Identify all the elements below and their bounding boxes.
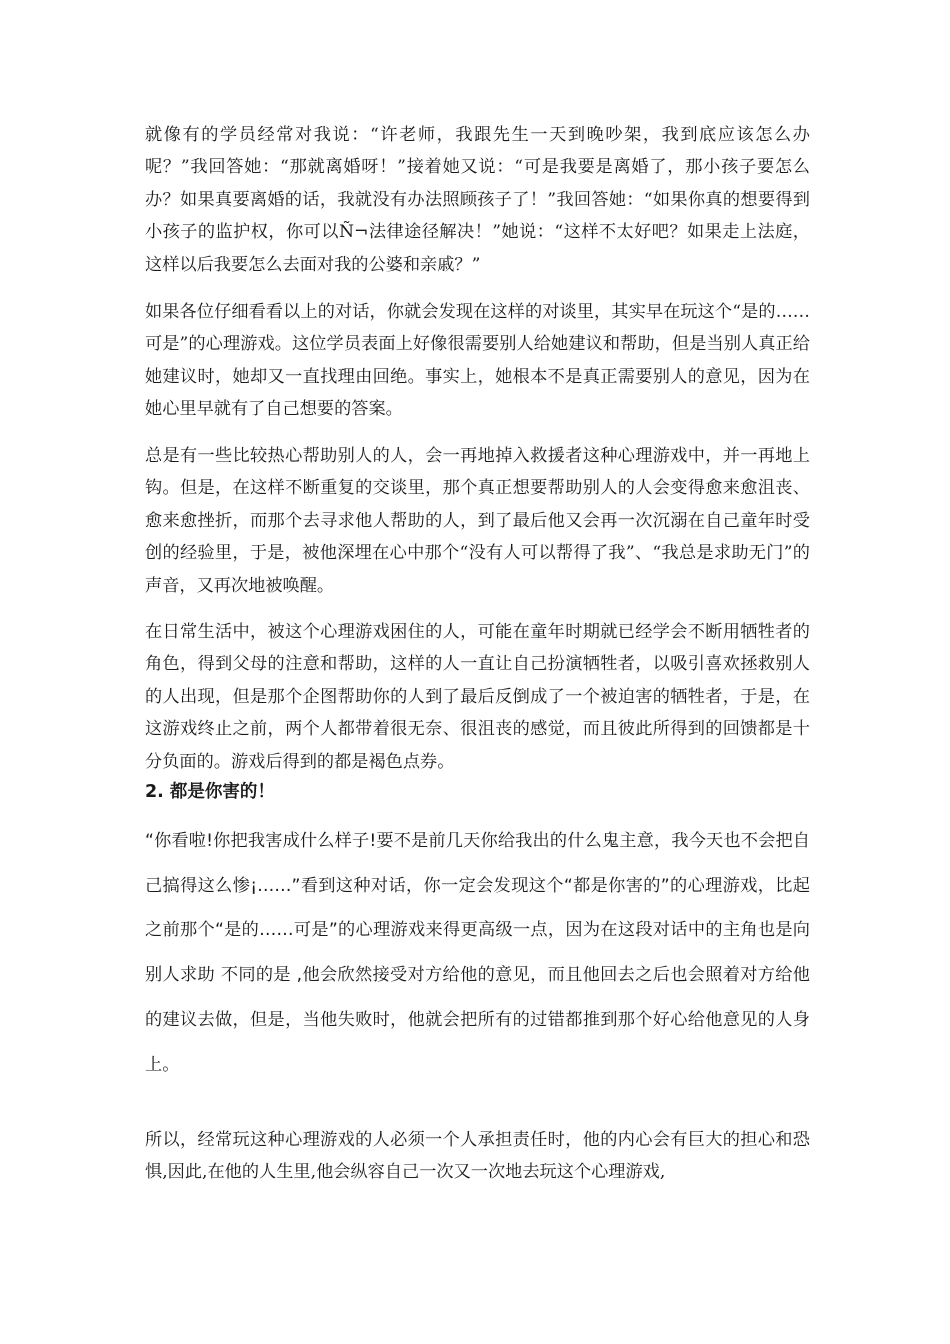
paragraph-your-fault-dialogue: “你看啦!你把我害成什么样子!要不是前几天你给我出的什么鬼主意，我今天也不会把自己搞得这么惨¡……”看到这种对话，你一定会发现这个“都是你害的”的心理游戏，比起之前那个“是的……可是”的心理游戏来得更高级一点，因为在这段对话中的主角也是向别人求助 不同的是 ,他会欣然接受对方给他的意见，而且他回去之后也会照着对方给他的建议去做，但是，当他失败时，他就会把所有的过错都推到那个好心给他意见的人身上。 <box>145 831 810 1075</box>
section-heading: 2. 都是你害的！ <box>145 782 275 802</box>
paragraph-yes-but-analysis: 如果各位仔细看看以上的对话，你就会发现在这样的对谈里，其实早在玩这个“是的……可是”的心理游戏。这位学员表面上好像很需要别人给她建议和帮助，但是当别人真正给她建议时，她却又一直找理由回绝。事实上，她根本不是真正需要别人的意见，因为在她心里早就有了自己想要的答案。 <box>145 302 810 420</box>
paragraph-rescuer: 总是有一些比较热心帮助别人的人，会一再地掉入救援者这种心理游戏中，并一再地上钩。但是，在这样不断重复的交谈里，那个真正想要帮助别人的人会变得愈来愈沮丧、愈来愈挫折，而那个去寻求他人帮助的人，到了最后他又会再一次沉溺在自己童年时受创的经验里，于是，被他深埋在心中那个“没有人可以帮得了我”、“我总是求助无门”的声音，又再次地被唤醒。 <box>145 446 810 596</box>
paragraph-advice-dialogue: 就像有的学员经常对我说：“许老师，我跟先生一天到晚吵架，我到底应该怎么办呢？”我回答她：“那就离婚呀！”接着她又说：“可是我要是离婚了，那小孩子要怎么办？如果真要离婚的话，我就没有办法照顾孩子了！”我回答她：“如果你真的想要得到小孩子的监护权，你可以Ñ¬法律途径解决！”她说：“这样不太好吧？如果走上法庭，这样以后我要怎么去面对我的公婆和亲戚？” <box>145 125 810 275</box>
paragraph-responsibility: 所以，经常玩这种心理游戏的人必须一个人承担责任时，他的内心会有巨大的担心和恐惧,因此,在他的人生里,他会纵容自己一次又一次地去玩这个心理游戏, <box>145 1130 810 1183</box>
paragraph-victim-role: 在日常生活中，被这个心理游戏困住的人，可能在童年时期就已经学会不断用牺牲者的角色，得到父母的注意和帮助，这样的人一直让自己扮演牺牲者，以吸引喜欢拯救别人的人出现，但是那个企图帮助你的人到了最后反倒成了一个被迫害的牺牲者，于是，在这游戏终止之前，两个人都带着很无奈、很沮丧的感觉，而且彼此所得到的回馈都是十分负面的。游戏后得到的都是褐色点券。 <box>145 622 810 772</box>
